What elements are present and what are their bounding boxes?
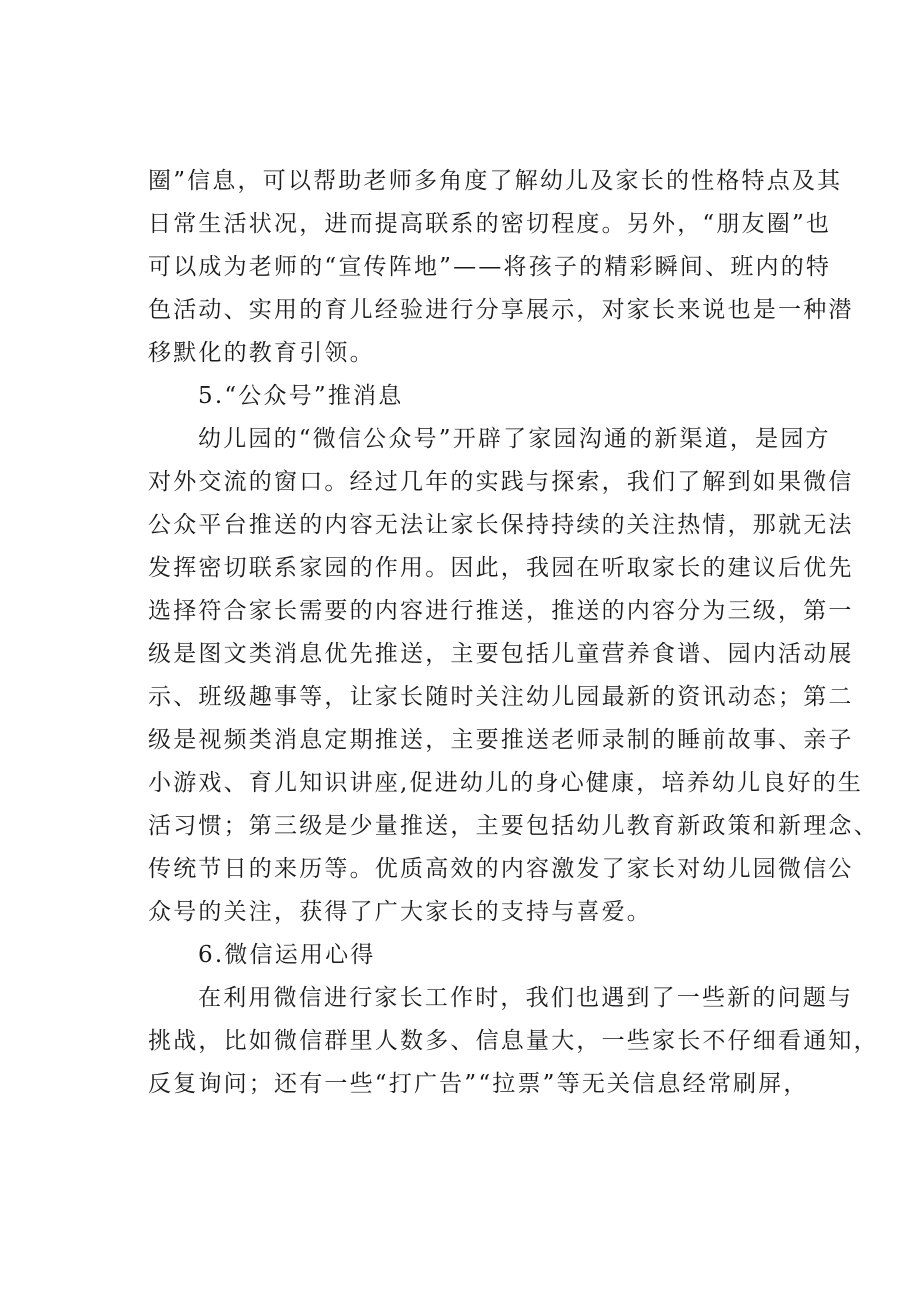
text-line: 公众平台推送的内容无法让家长保持持续的关注热情，那就无法: [148, 512, 854, 538]
text-line: 在利用微信进行家长工作时，我们也遇到了一些新的问题与: [198, 985, 854, 1011]
section-heading-5: 5.“公众号”推消息: [198, 383, 404, 409]
paragraph-1: [148, 160, 854, 375]
document-body: [148, 160, 879, 1106]
text-line: 小游戏、育儿知识讲座,促进幼儿的身心健康，培养幼儿良好的生: [148, 770, 864, 796]
paragraph-2: [148, 418, 879, 934]
text-line: 选择符合家长需要的内容进行推送，推送的内容分为三级，第一: [148, 598, 854, 624]
section-heading-6: 6.微信运用心得: [198, 942, 376, 968]
text-line: 级是视频类消息定期推送，主要推送老师录制的睡前故事、亲子: [148, 727, 854, 753]
paragraph-3: [148, 977, 879, 1106]
text-line: 级是图文类消息优先推送，主要包括儿童营养食谱、园内活动展: [148, 641, 854, 667]
text-line: 移默化的教育引领。: [148, 340, 375, 366]
text-line: 日常生活状况，进而提高联系的密切程度。另外，“朋友圈”也: [148, 211, 832, 237]
text-line: 发挥密切联系家园的作用。因此，我园在听取家长的建议后优先: [148, 555, 854, 581]
text-line: 众号的关注，获得了广大家长的支持与喜爱。: [148, 899, 652, 925]
text-line: 示、班级趣事等，让家长随时关注幼儿园最新的资讯动态；第二: [148, 684, 854, 710]
text-line: 幼儿园的“微信公众号”开辟了家园沟通的新渠道，是园方: [198, 426, 831, 452]
text-line: 圈”信息，可以帮助老师多角度了解幼儿及家长的性格特点及其: [148, 168, 843, 194]
text-line: 挑战，比如微信群里人数多、信息量大，一些家长不仔细看通知，: [148, 1028, 879, 1054]
text-line: 色活动、实用的育儿经验进行分享展示，对家长来说也是一种潜: [148, 297, 854, 323]
text-line: 活习惯；第三级是少量推送，主要包括幼儿教育新政策和新理念、: [148, 813, 879, 839]
text-line: 反复询问；还有一些“打广告”“拉票”等无关信息经常刷屏，: [148, 1071, 809, 1097]
text-line: 对外交流的窗口。经过几年的实践与探索，我们了解到如果微信: [148, 469, 854, 495]
text-line: 传统节日的来历等。优质高效的内容激发了家长对幼儿园微信公: [148, 856, 854, 882]
text-line: 可以成为老师的“宣传阵地”——将孩子的精彩瞬间、班内的特: [148, 254, 832, 280]
